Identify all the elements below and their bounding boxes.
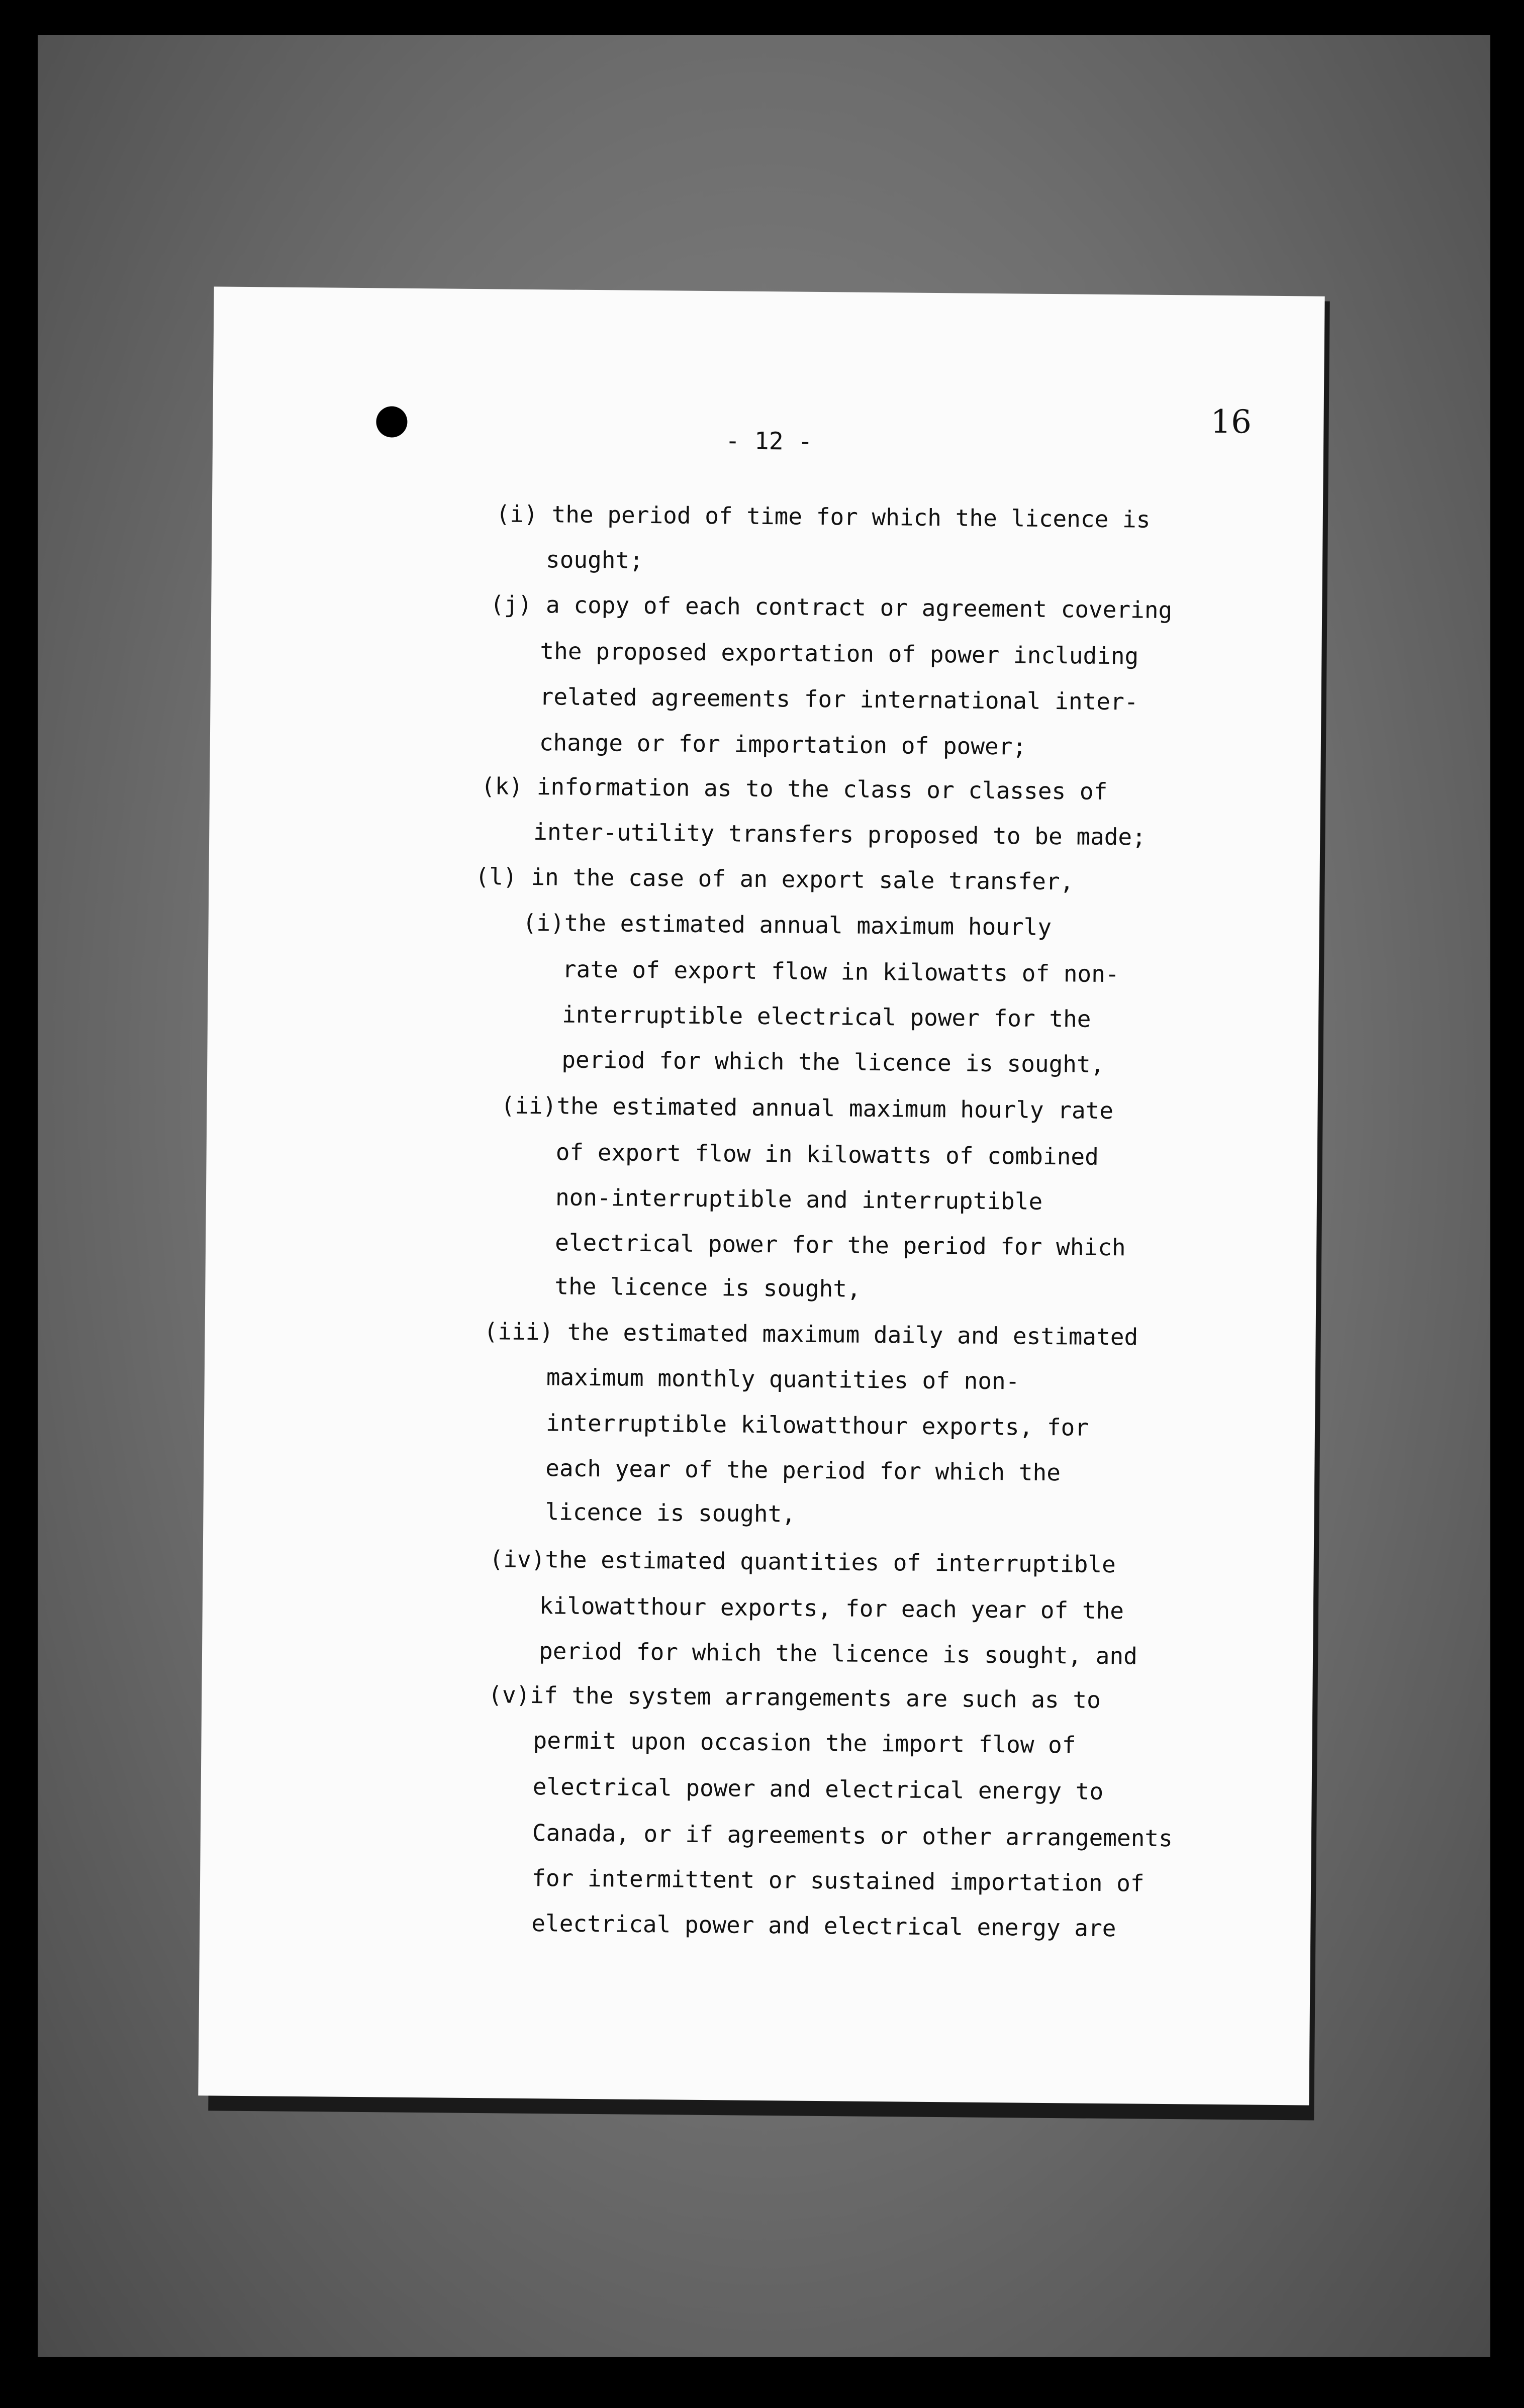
text-line: (i)the estimated annual maximum hourly	[522, 909, 1052, 941]
text-line: (ii)the estimated annual maximum hourly rate	[501, 1091, 1114, 1125]
text-line: sought;	[545, 546, 644, 574]
text-line: electrical power and electrical energy to	[532, 1773, 1104, 1805]
page-number: - 12 -	[725, 427, 813, 456]
text-line: (v)if the system arrangements are such as to	[488, 1681, 1101, 1714]
text-line: period for which the licence is sought,	[561, 1046, 1105, 1078]
text-line: the licence is sought,	[554, 1272, 861, 1302]
text-line: period for which the licence is sought, and	[538, 1637, 1138, 1670]
text-line: licence is sought,	[545, 1498, 796, 1528]
text-line: electrical power and electrical energy are	[531, 1910, 1116, 1942]
text-line: (j) a copy of each contract or agreement covering	[490, 590, 1173, 624]
text-line: related agreements for international inter-	[539, 683, 1138, 716]
text-line: non-interruptible and interruptible	[555, 1183, 1043, 1215]
text-line: interruptible kilowatthour exports, for	[545, 1409, 1089, 1441]
stamp-number: 16	[1210, 403, 1252, 441]
text-line: the proposed exportation of power including	[540, 637, 1139, 670]
text-line: inter-utility transfers proposed to be made;	[533, 818, 1147, 851]
text-line: interruptible electrical power for the	[561, 1000, 1091, 1033]
text-line: maximum monthly quantities of non-	[546, 1363, 1020, 1395]
text-line: permit upon occasion the import flow of	[533, 1727, 1076, 1759]
text-line: (iv)the estimated quantities of interruptible	[489, 1545, 1116, 1578]
text-line: rate of export flow in kilowatts of non-	[562, 955, 1119, 988]
text-line: for intermittent or sustained importation of	[531, 1864, 1145, 1897]
text-line: kilowatthour exports, for each year of the	[539, 1592, 1124, 1625]
text-line: of export flow in kilowatts of combined	[555, 1138, 1099, 1170]
text-line: (l) in the case of an export sale transfer,	[475, 863, 1074, 895]
text-line: (i) the period of time for which the licence is	[496, 500, 1151, 533]
document-body	[198, 286, 1324, 2105]
text-line: (k) information as to the class or classes of	[481, 772, 1108, 805]
text-line: each year of the period for which the	[545, 1454, 1061, 1486]
text-line: (iii) the estimated maximum daily and estimated	[484, 1318, 1138, 1351]
document-page	[198, 286, 1324, 2105]
text-line: change or for importation of power;	[539, 729, 1027, 760]
text-line: Canada, or if agreements or other arrangements	[532, 1819, 1173, 1852]
text-line: electrical power for the period for which	[554, 1229, 1126, 1261]
